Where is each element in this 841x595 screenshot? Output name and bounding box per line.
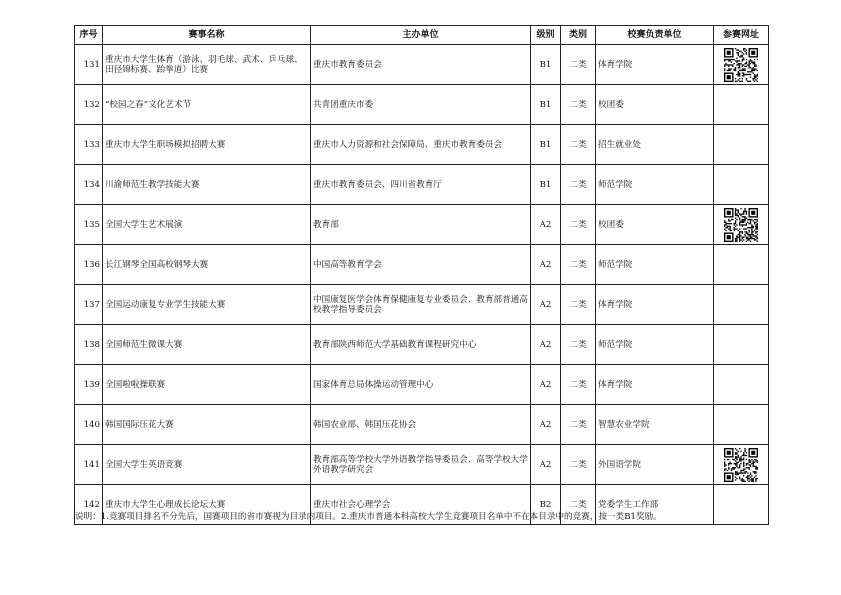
table-row bbox=[75, 45, 769, 85]
cell-no: 142 bbox=[75, 485, 103, 525]
table-row bbox=[75, 445, 769, 485]
cell-category: 二类 bbox=[561, 165, 596, 205]
table-row bbox=[75, 405, 769, 445]
cell-website bbox=[714, 125, 769, 165]
cell-unit: 师范学院 bbox=[596, 245, 714, 285]
table-row bbox=[75, 285, 769, 325]
cell-category: 二类 bbox=[561, 205, 596, 245]
cell-level: A2 bbox=[531, 205, 561, 245]
cell-website bbox=[714, 325, 769, 365]
cell-host: 国家体育总局体操运动管理中心 bbox=[311, 365, 531, 405]
table-row bbox=[75, 325, 769, 365]
table-row bbox=[75, 365, 769, 405]
table-row bbox=[75, 245, 769, 285]
cell-category: 二类 bbox=[561, 405, 596, 445]
cell-host: 韩国农业部、韩国压花协会 bbox=[311, 405, 531, 445]
cell-unit: 智慧农业学院 bbox=[596, 405, 714, 445]
cell-name: “校园之春”文化艺术节 bbox=[103, 85, 311, 125]
cell-name: 全国大学生英语竞赛 bbox=[103, 445, 311, 485]
cell-website bbox=[714, 85, 769, 125]
cell-category: 二类 bbox=[561, 245, 596, 285]
cell-category: 二类 bbox=[561, 365, 596, 405]
cell-website bbox=[714, 445, 769, 485]
cell-unit: 校团委 bbox=[596, 205, 714, 245]
cell-category: 二类 bbox=[561, 485, 596, 525]
cell-unit: 师范学院 bbox=[596, 165, 714, 205]
cell-level: A2 bbox=[531, 445, 561, 485]
cell-unit: 体育学院 bbox=[596, 45, 714, 85]
cell-name: 长江钢琴全国高校钢琴大赛 bbox=[103, 245, 311, 285]
cell-unit: 校团委 bbox=[596, 85, 714, 125]
cell-level: B1 bbox=[531, 85, 561, 125]
cell-name: 全国运动康复专业学生技能大赛 bbox=[103, 285, 311, 325]
cell-website bbox=[714, 405, 769, 445]
cell-name: 全国师范生微课大赛 bbox=[103, 325, 311, 365]
cell-host: 教育部高等学校大学外语教学指导委员会、高等学校大学外语教学研究会 bbox=[311, 445, 531, 485]
cell-website bbox=[714, 165, 769, 205]
cell-website bbox=[714, 45, 769, 85]
cell-level: B1 bbox=[531, 45, 561, 85]
cell-unit: 师范学院 bbox=[596, 325, 714, 365]
header-name: 赛事名称 bbox=[103, 26, 311, 45]
cell-level: A2 bbox=[531, 285, 561, 325]
cell-level: A2 bbox=[531, 405, 561, 445]
cell-category: 二类 bbox=[561, 125, 596, 165]
header-host: 主办单位 bbox=[311, 26, 531, 45]
cell-category: 二类 bbox=[561, 45, 596, 85]
cell-level: B1 bbox=[531, 125, 561, 165]
header-unit: 校赛负责单位 bbox=[596, 26, 714, 45]
cell-no: 134 bbox=[75, 165, 103, 205]
cell-no: 135 bbox=[75, 205, 103, 245]
cell-no: 141 bbox=[75, 445, 103, 485]
competition-table bbox=[74, 25, 769, 525]
cell-website bbox=[714, 285, 769, 325]
cell-unit: 招生就业处 bbox=[596, 125, 714, 165]
qr-code-icon[interactable] bbox=[724, 448, 758, 482]
cell-level: A2 bbox=[531, 245, 561, 285]
cell-no: 139 bbox=[75, 365, 103, 405]
cell-level: B2 bbox=[531, 485, 561, 525]
cell-host: 中国高等教育学会 bbox=[311, 245, 531, 285]
cell-name: 重庆市大学生心理成长论坛大赛 bbox=[103, 485, 311, 525]
cell-host: 共青团重庆市委 bbox=[311, 85, 531, 125]
qr-code-icon[interactable] bbox=[724, 48, 758, 82]
table-row bbox=[75, 205, 769, 245]
cell-name: 韩国国际压花大赛 bbox=[103, 405, 311, 445]
table-row bbox=[75, 125, 769, 165]
cell-category: 二类 bbox=[561, 285, 596, 325]
cell-no: 133 bbox=[75, 125, 103, 165]
cell-website bbox=[714, 245, 769, 285]
cell-no: 138 bbox=[75, 325, 103, 365]
cell-level: A2 bbox=[531, 325, 561, 365]
table-row bbox=[75, 85, 769, 125]
cell-host: 中国康复医学会体育保健康复专业委员会、教育部普通高校教学指导委员会 bbox=[311, 285, 531, 325]
cell-no: 136 bbox=[75, 245, 103, 285]
header-level: 级别 bbox=[531, 26, 561, 45]
cell-unit: 体育学院 bbox=[596, 365, 714, 405]
footnote: 说明：1.竞赛项目排名不分先后，国赛项目的省市赛视为目录内项目。2.重庆市普通本科高校大学生竞赛项目名单中不在本目录中的竞赛，按一类B1奖励。 bbox=[75, 512, 662, 522]
cell-no: 132 bbox=[75, 85, 103, 125]
cell-name: 重庆市大学生体育（游泳、羽毛球、武术、乒乓球、田径锦标赛、跆拳道）比赛 bbox=[103, 45, 311, 85]
cell-category: 二类 bbox=[561, 445, 596, 485]
cell-host: 重庆市人力资源和社会保障局、重庆市教育委员会 bbox=[311, 125, 531, 165]
cell-website bbox=[714, 205, 769, 245]
cell-no: 131 bbox=[75, 45, 103, 85]
cell-category: 二类 bbox=[561, 325, 596, 365]
table-header-row bbox=[75, 26, 769, 45]
cell-name: 川渝师范生教学技能大赛 bbox=[103, 165, 311, 205]
cell-unit: 体育学院 bbox=[596, 285, 714, 325]
cell-category: 二类 bbox=[561, 85, 596, 125]
cell-website bbox=[714, 365, 769, 405]
header-website: 参赛网址 bbox=[714, 26, 769, 45]
cell-host: 教育部 bbox=[311, 205, 531, 245]
cell-name: 重庆市大学生职场模拟招聘大赛 bbox=[103, 125, 311, 165]
qr-code-icon[interactable] bbox=[724, 208, 758, 242]
cell-level: B1 bbox=[531, 165, 561, 205]
header-category: 类别 bbox=[561, 26, 596, 45]
cell-name: 全国啦啦操联赛 bbox=[103, 365, 311, 405]
header-no: 序号 bbox=[75, 26, 103, 45]
cell-level: A2 bbox=[531, 365, 561, 405]
cell-host: 重庆市社会心理学会 bbox=[311, 485, 531, 525]
table-row bbox=[75, 165, 769, 205]
cell-no: 137 bbox=[75, 285, 103, 325]
cell-unit: 党委学生工作部 bbox=[596, 485, 714, 525]
cell-host: 重庆市教育委员会、四川省教育厅 bbox=[311, 165, 531, 205]
cell-host: 重庆市教育委员会 bbox=[311, 45, 531, 85]
cell-name: 全国大学生艺术展演 bbox=[103, 205, 311, 245]
cell-host: 教育部陕西师范大学基础教育课程研究中心 bbox=[311, 325, 531, 365]
cell-unit: 外国语学院 bbox=[596, 445, 714, 485]
cell-no: 140 bbox=[75, 405, 103, 445]
